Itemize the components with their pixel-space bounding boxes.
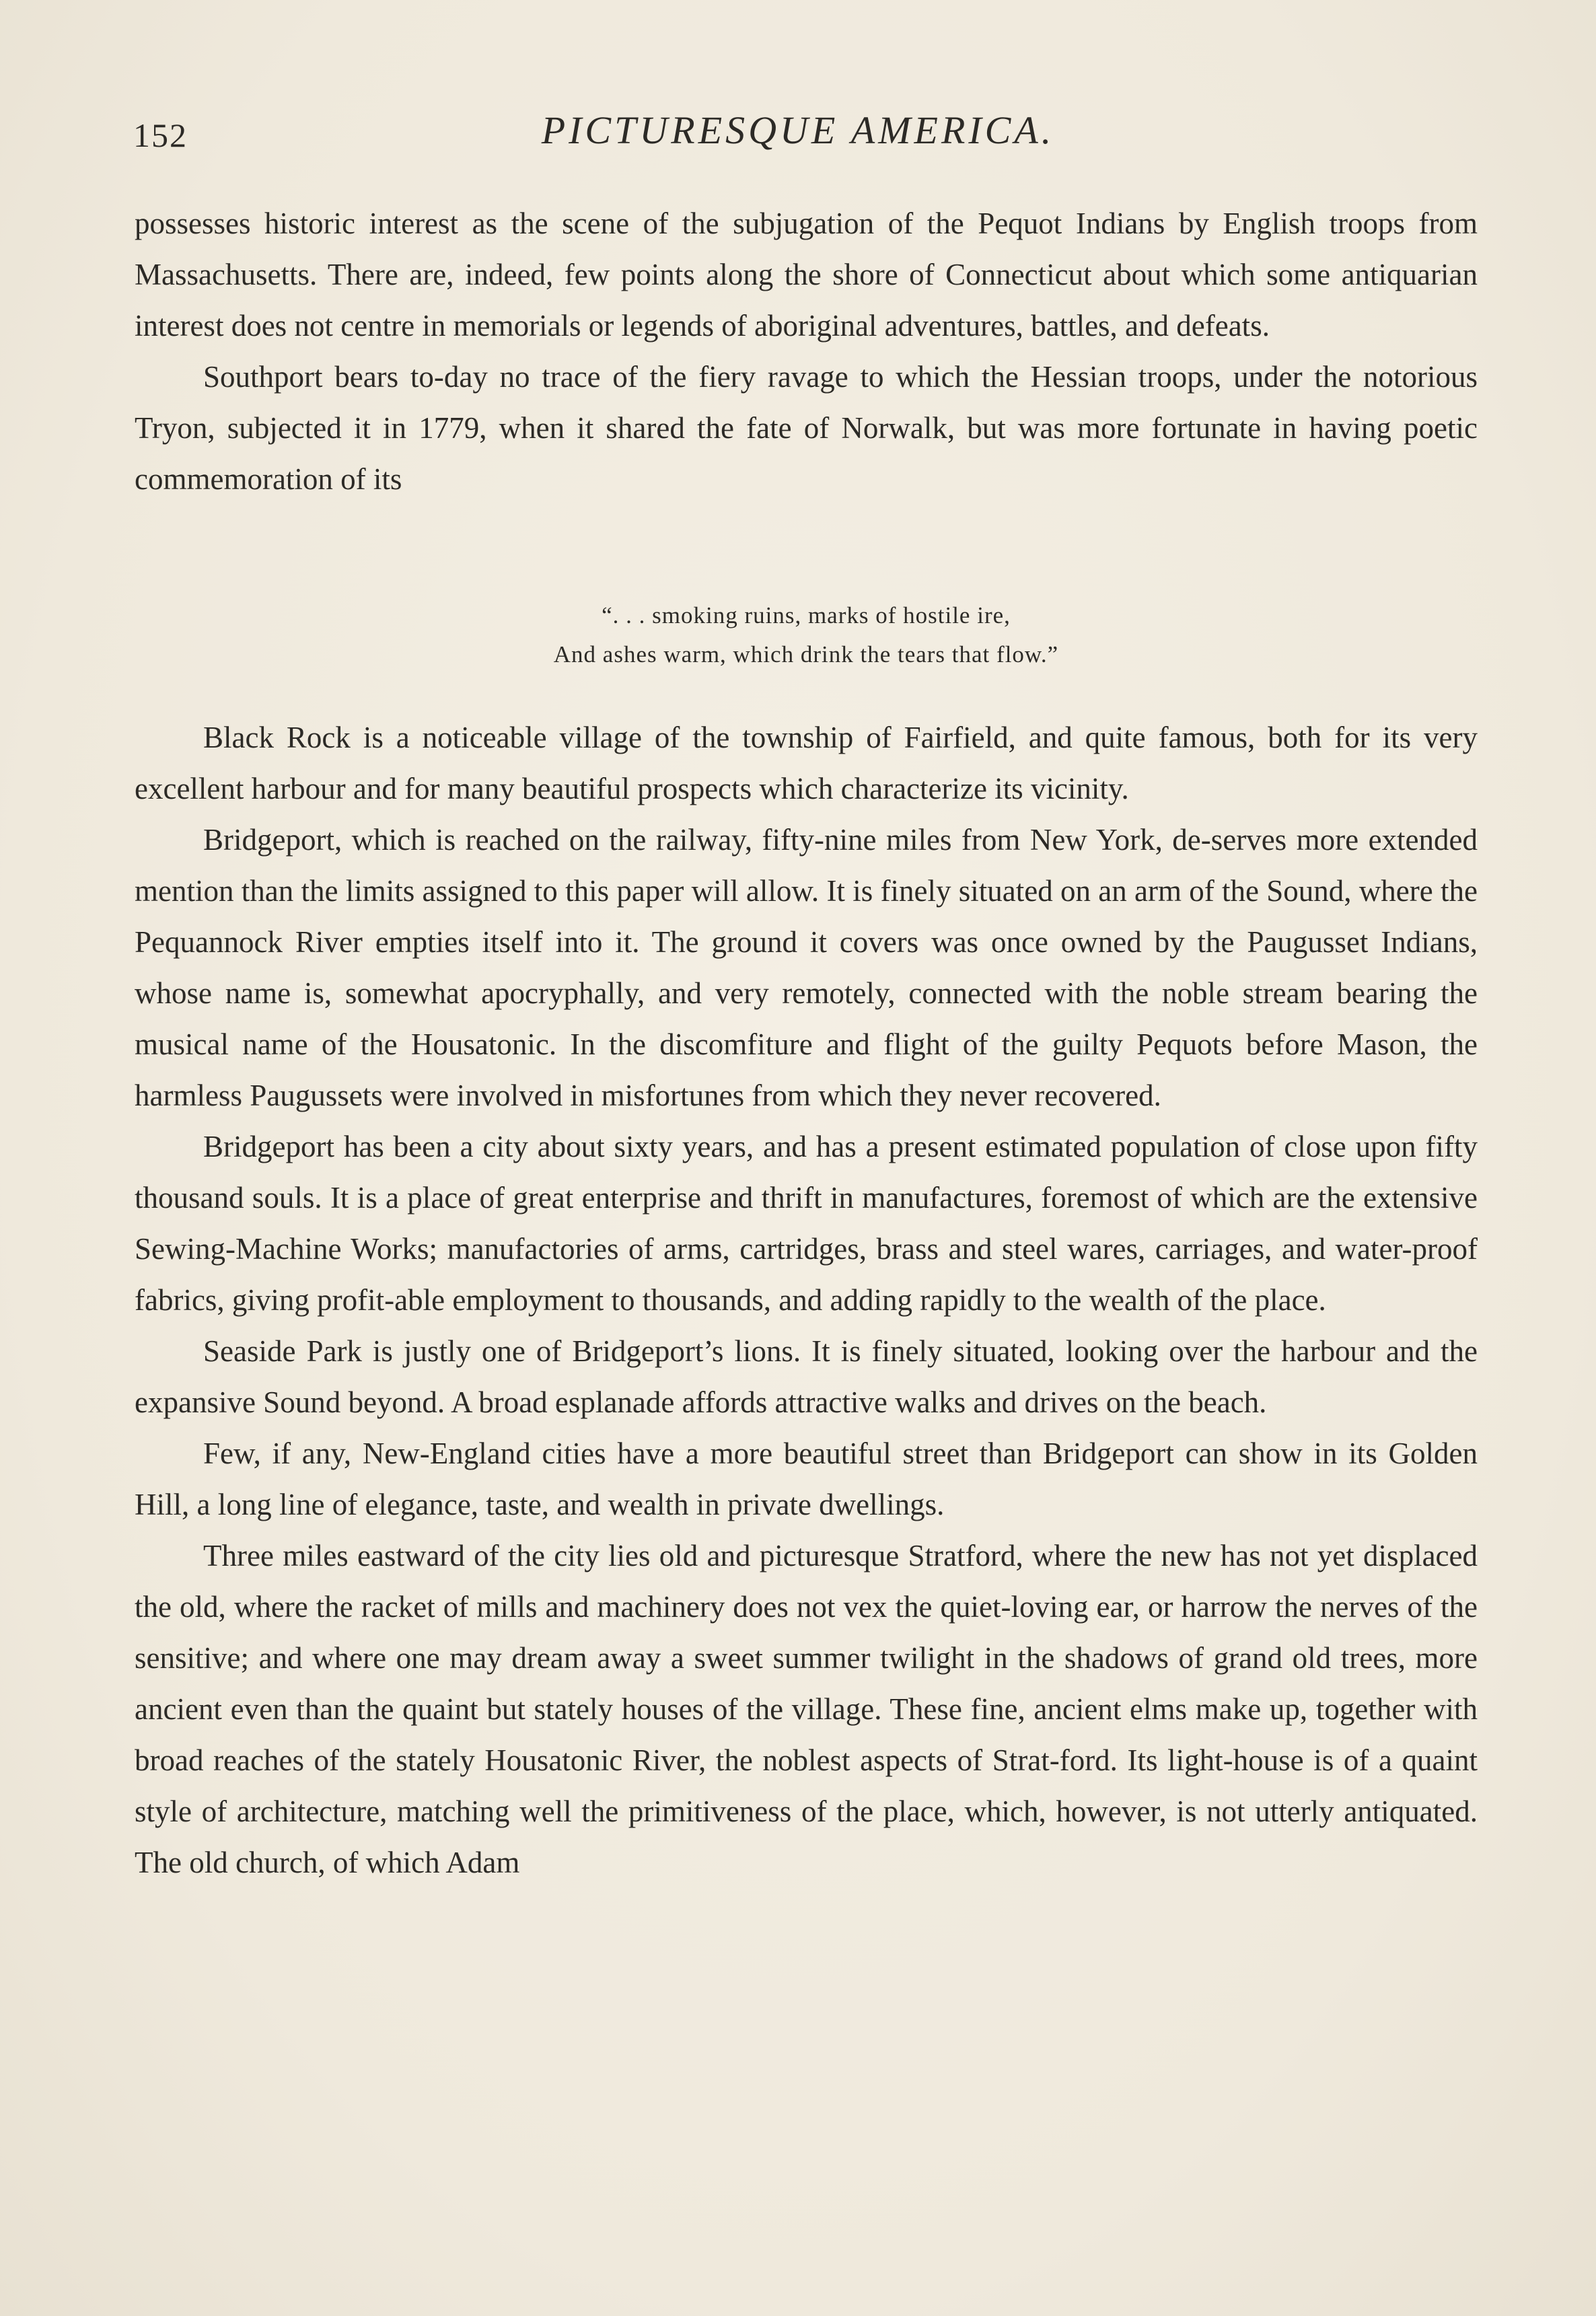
paragraph-black-rock: Black Rock is a noticeable village of the township of Fairfield, and quite famous, both for its very excellent harbour and for many beautiful prospects which characterize its vicinity. (135, 721, 1478, 805)
verse-quotation (135, 596, 1478, 674)
text-block-top (135, 198, 1478, 505)
paragraph-bridgeport-industry: Bridgeport has been a city about sixty years, and has a present estimated population of close upon fifty thousand souls. It is a place of great enterprise and thrift in manufactures, foremost of which are the extensive Sewing-Machine Works; manufactories of arms, cartridges, brass and steel wares, carriages, and water-proof fabrics, giving profit-able employment to thousands, and adding rapidly to the wealth of the place. (135, 1130, 1478, 1317)
paragraph-seaside-park: Seaside Park is justly one of Bridgeport’s lions. It is finely situated, looking over the harbour and the expansive Sound beyond. A broad esplanade affords attractive walks and drives on the beach. (135, 1334, 1478, 1419)
paragraph-golden-hill: Few, if any, New-England cities have a more beautiful street than Bridgeport can show in its Golden Hill, a long line of elegance, taste, and wealth in private dwellings. (135, 1437, 1478, 1521)
paragraph-southport: Southport bears to-day no trace of the fiery ravage to which the Hessian troops, under the notorious Tryon, subjected it in 1779, when it shared the fate of Norwalk, but was more fortunate in having poetic commemoration of its (135, 360, 1478, 496)
paragraph-stratford: Three miles eastward of the city lies old and picturesque Stratford, where the new has not yet displaced the old, where the racket of mills and machinery does not vex the quiet-loving ear, or harrow the nerves of the sensitive; and where one may dream away a sweet summer twilight in the shadows of grand old trees, more ancient even than the quaint but stately houses of the village. These fine, ancient elms make up, together with broad reaches of the stately Housatonic River, the noblest aspects of Strat-ford. Its light-house is of a quaint style of architecture, matching well the primitiveness of the place, which, however, is not utterly antiquated. The old church, of which Adam (135, 1539, 1478, 1879)
text-block-bottom (135, 712, 1478, 1888)
quote-line-1: “. . . smoking ruins, marks of hostile ire, (602, 602, 1011, 628)
running-head (133, 108, 1463, 161)
paragraph-pequot: possesses historic interest as the scene of the subjugation of the Pequot Indians by English troops from Massachusetts. There are, indeed, few points along the shore of Connecticut about which some antiquarian interest does not centre in memorials or legends of aboriginal adventures, battles, and defeats. (135, 207, 1478, 342)
page-number: 152 (133, 116, 188, 154)
page-title: PICTURESQUE AMERICA. (541, 108, 1055, 152)
quote-line-2: And ashes warm, which drink the tears that flow.” (553, 641, 1059, 667)
paragraph-bridgeport-intro: Bridgeport, which is reached on the railway, fifty-nine miles from New York, de-serves more extended mention than the limits assigned to this paper will allow. It is finely situated on an arm of the Sound, where the Pequannock River empties itself into it. The ground it covers was once owned by the Paugusset Indians, whose name is, somewhat apocryphally, and very remotely, connected with the noble stream bearing the musical name of the Housatonic. In the discomfiture and flight of the guilty Pequots before Mason, the harmless Paugussets were involved in misfortunes from which they never recovered. (135, 823, 1478, 1112)
